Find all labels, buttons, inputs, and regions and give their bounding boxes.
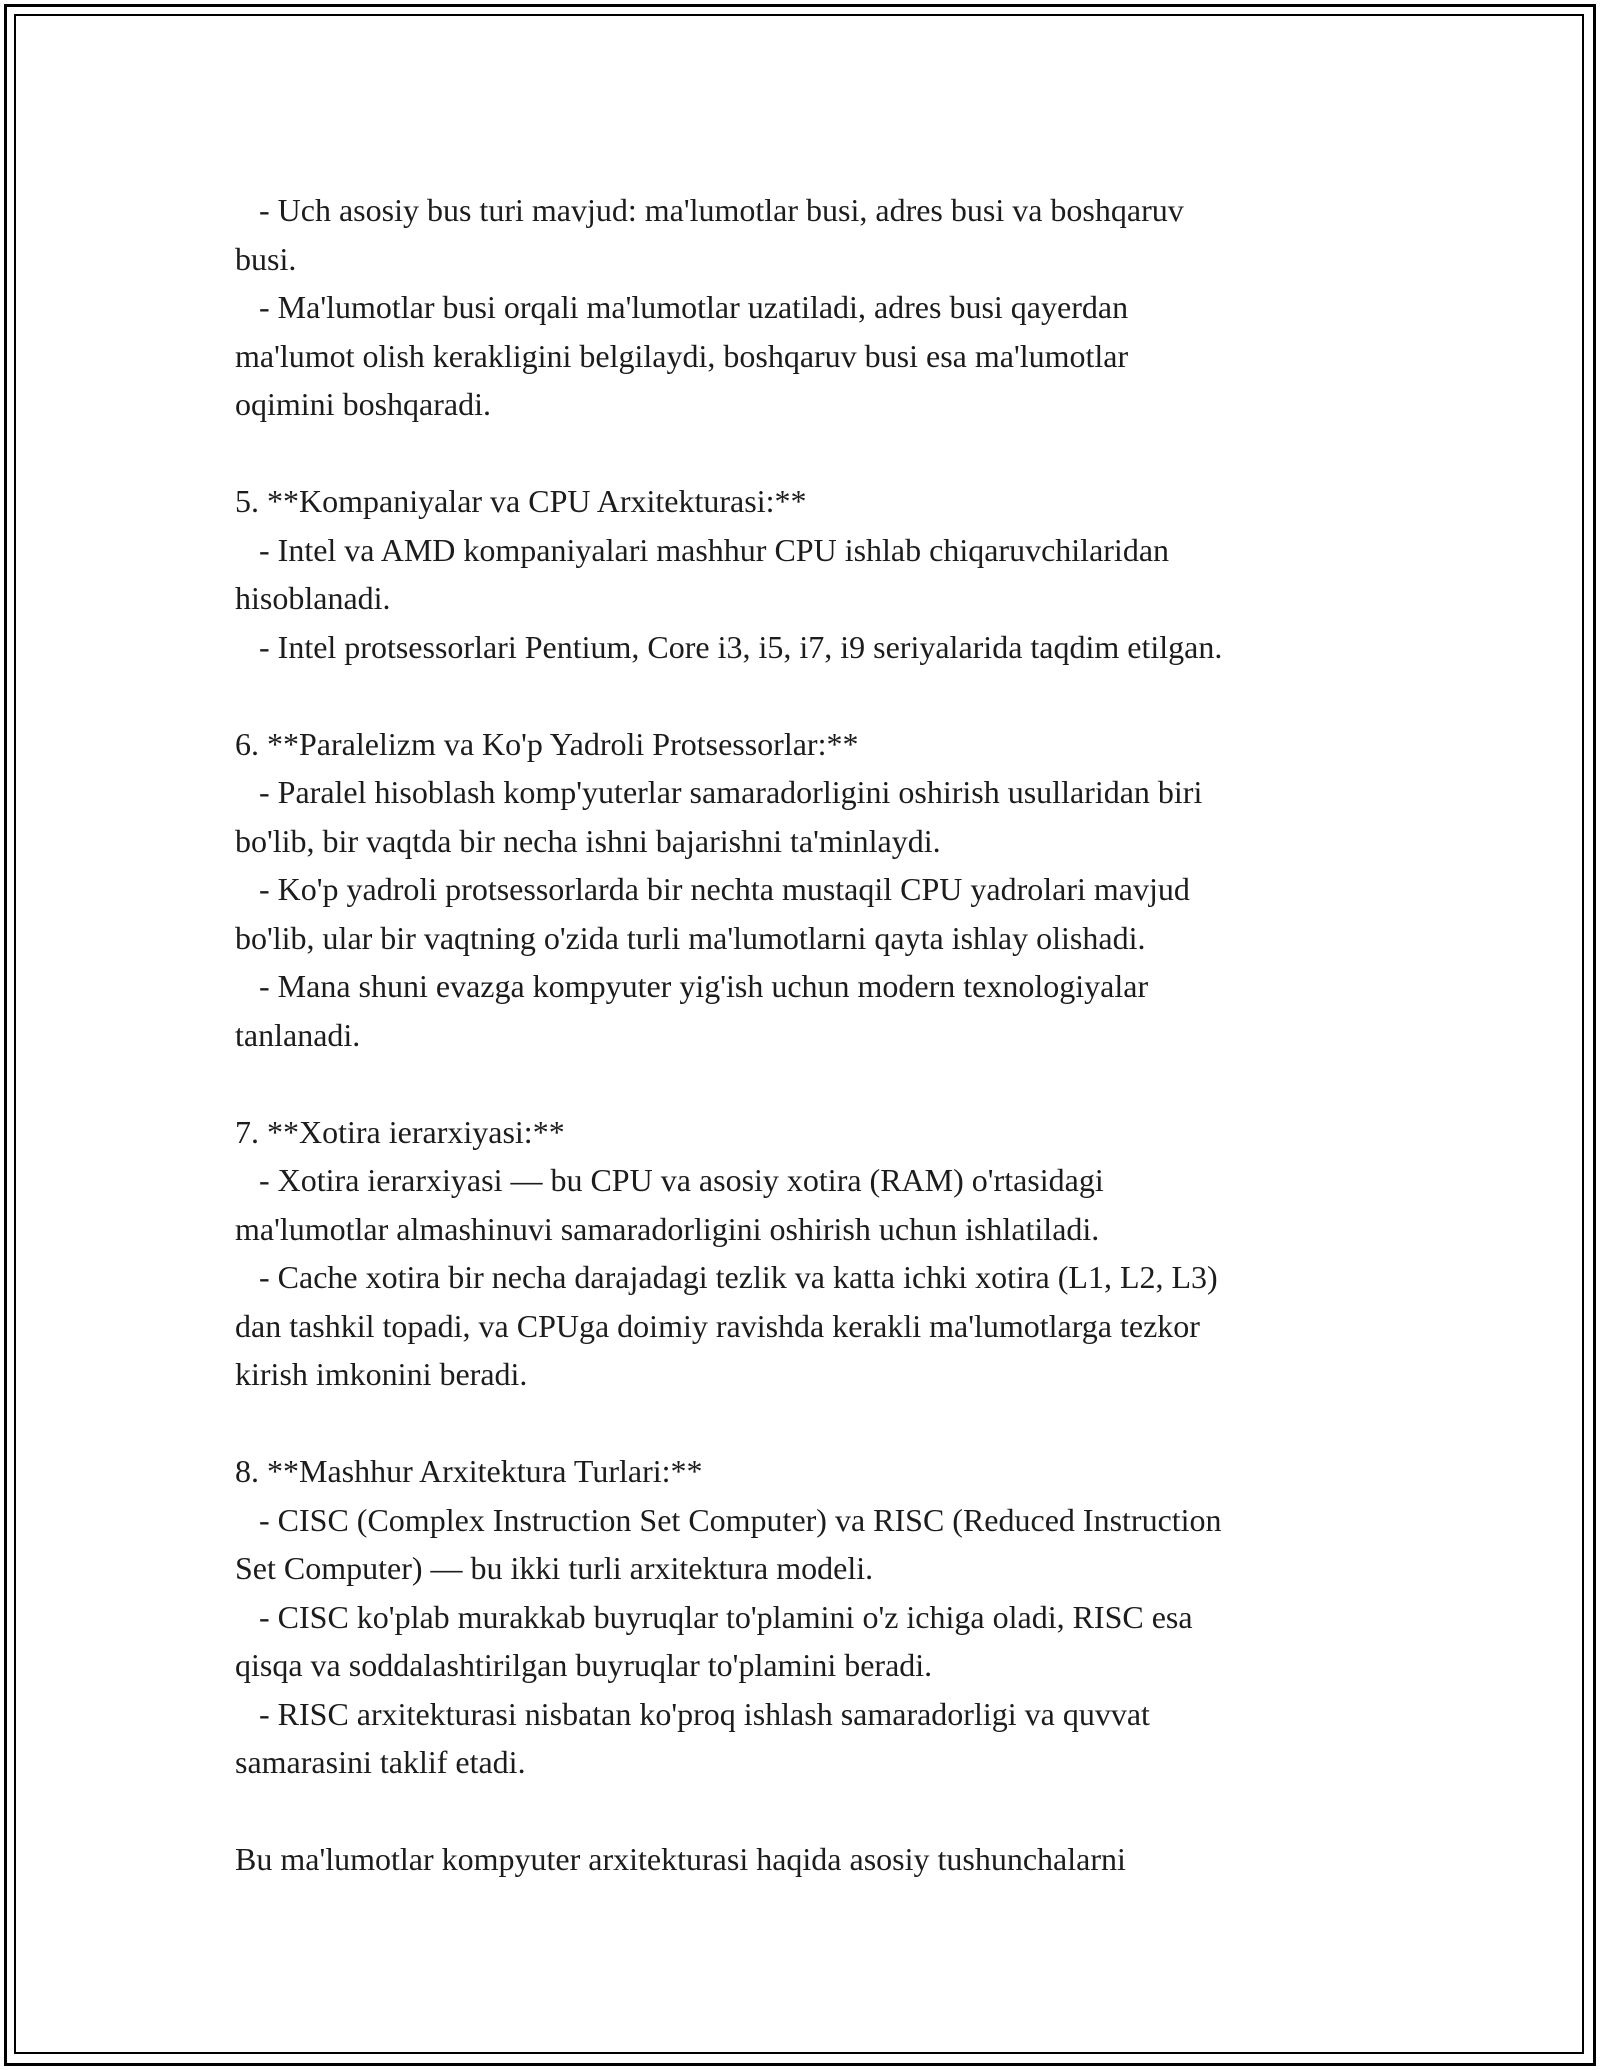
section-heading: 7. **Xotira ierarxiyasi:** — [235, 1113, 565, 1150]
paragraph-gap — [235, 671, 1375, 720]
section-heading: 5. **Kompaniyalar va CPU Arxitekturasi:** — [235, 483, 807, 519]
text-line: Bu ma'lumotlar kompyuter arxitekturasi haqida asosiy tushunchalarni — [235, 1841, 1126, 1877]
text-line: bo'lib, ular bir vaqtning o'zida turli ma'lumotlarni qayta ishlay olishadi. — [235, 919, 1146, 956]
text-line: - CISC (Complex Instruction Set Computer) va RISC (Reduced Instruction — [235, 1501, 1222, 1538]
section-heading: 6. **Paralelizm va Ko'p Yadroli Protsessorlar:** — [235, 725, 859, 762]
text-line: oqimini boshqaradi. — [235, 386, 491, 422]
text-line: Set Computer) — bu ikki turli arxitektura modeli. — [235, 1550, 874, 1586]
text-line: - RISC arxitekturasi nisbatan ko'proq ishlash samaradorligi va quvvat — [235, 1695, 1150, 1732]
text-line: bo'lib, bir vaqtda bir necha ishni bajarishni ta'minlaydi. — [235, 822, 941, 859]
text-line: - Paralel hisoblash komp'yuterlar samaradorligini oshirish usullaridan biri — [235, 774, 1203, 810]
text-line: - Intel protsessorlari Pentium, Core i3, i5, i7, i9 seriyalarida taqdim etilgan. — [235, 628, 1223, 665]
section-conclusion — [235, 1835, 1375, 1884]
text-line: samarasini taklif etadi. — [235, 1744, 526, 1780]
text-line: - Intel va AMD kompaniyalari mashhur CPU ishlab chiqaruvchilaridan — [235, 531, 1170, 568]
text-line: tanlanadi. — [235, 1016, 361, 1053]
document-body — [235, 186, 1375, 1884]
section-heading: 8. **Mashhur Arxitektura Turlari:** — [235, 1453, 703, 1489]
section-bus-types — [235, 186, 1375, 429]
text-line: qisqa va soddalashtirilgan buyruqlar to'plamini beradi. — [235, 1647, 933, 1683]
text-line: hisoblanadi. — [235, 580, 391, 616]
paragraph-gap — [235, 1059, 1375, 1108]
text-line: dan tashkil topadi, va CPUga doimiy ravishda kerakli ma'lumotlarga tezkor — [235, 1307, 1200, 1344]
text-line: kirish imkonini beradi. — [235, 1356, 528, 1392]
text-line: - Xotira ierarxiyasi — bu CPU va asosiy xotira (RAM) o'rtasidagi — [235, 1162, 1104, 1198]
paragraph-gap — [235, 429, 1375, 478]
text-line: - Mana shuni evazga kompyuter yig'ish uchun modern texnologiyalar — [235, 968, 1149, 1004]
text-line: - Ko'p yadroli protsessorlarda bir nechta mustaqil CPU yadrolari mavjud — [235, 871, 1190, 907]
text-line: ma'lumotlar almashinuvi samaradorligini oshirish uchun ishlatiladi. — [235, 1210, 1100, 1247]
paragraph-gap — [235, 1399, 1375, 1448]
text-line: - CISC ko'plab murakkab buyruqlar to'plamini o'z ichiga oladi, RISC esa — [235, 1598, 1193, 1635]
section-5-companies-cpu — [235, 477, 1375, 671]
text-line: - Cache xotira bir necha darajadagi tezlik va katta ichki xotira (L1, L2, L3) — [235, 1259, 1218, 1295]
text-line: ma'lumot olish kerakligini belgilaydi, boshqaruv busi esa ma'lumotlar — [235, 337, 1129, 374]
section-6-parallelism — [235, 720, 1375, 1060]
paragraph-gap — [235, 1787, 1375, 1836]
section-7-memory-hierarchy — [235, 1108, 1375, 1399]
section-8-architecture-types — [235, 1447, 1375, 1787]
text-line: - Ma'lumotlar busi orqali ma'lumotlar uzatiladi, adres busi qayerdan — [235, 289, 1129, 325]
text-line: busi. — [235, 240, 297, 277]
text-line: - Uch asosiy bus turi mavjud: ma'lumotlar busi, adres busi va boshqaruv — [235, 192, 1184, 228]
